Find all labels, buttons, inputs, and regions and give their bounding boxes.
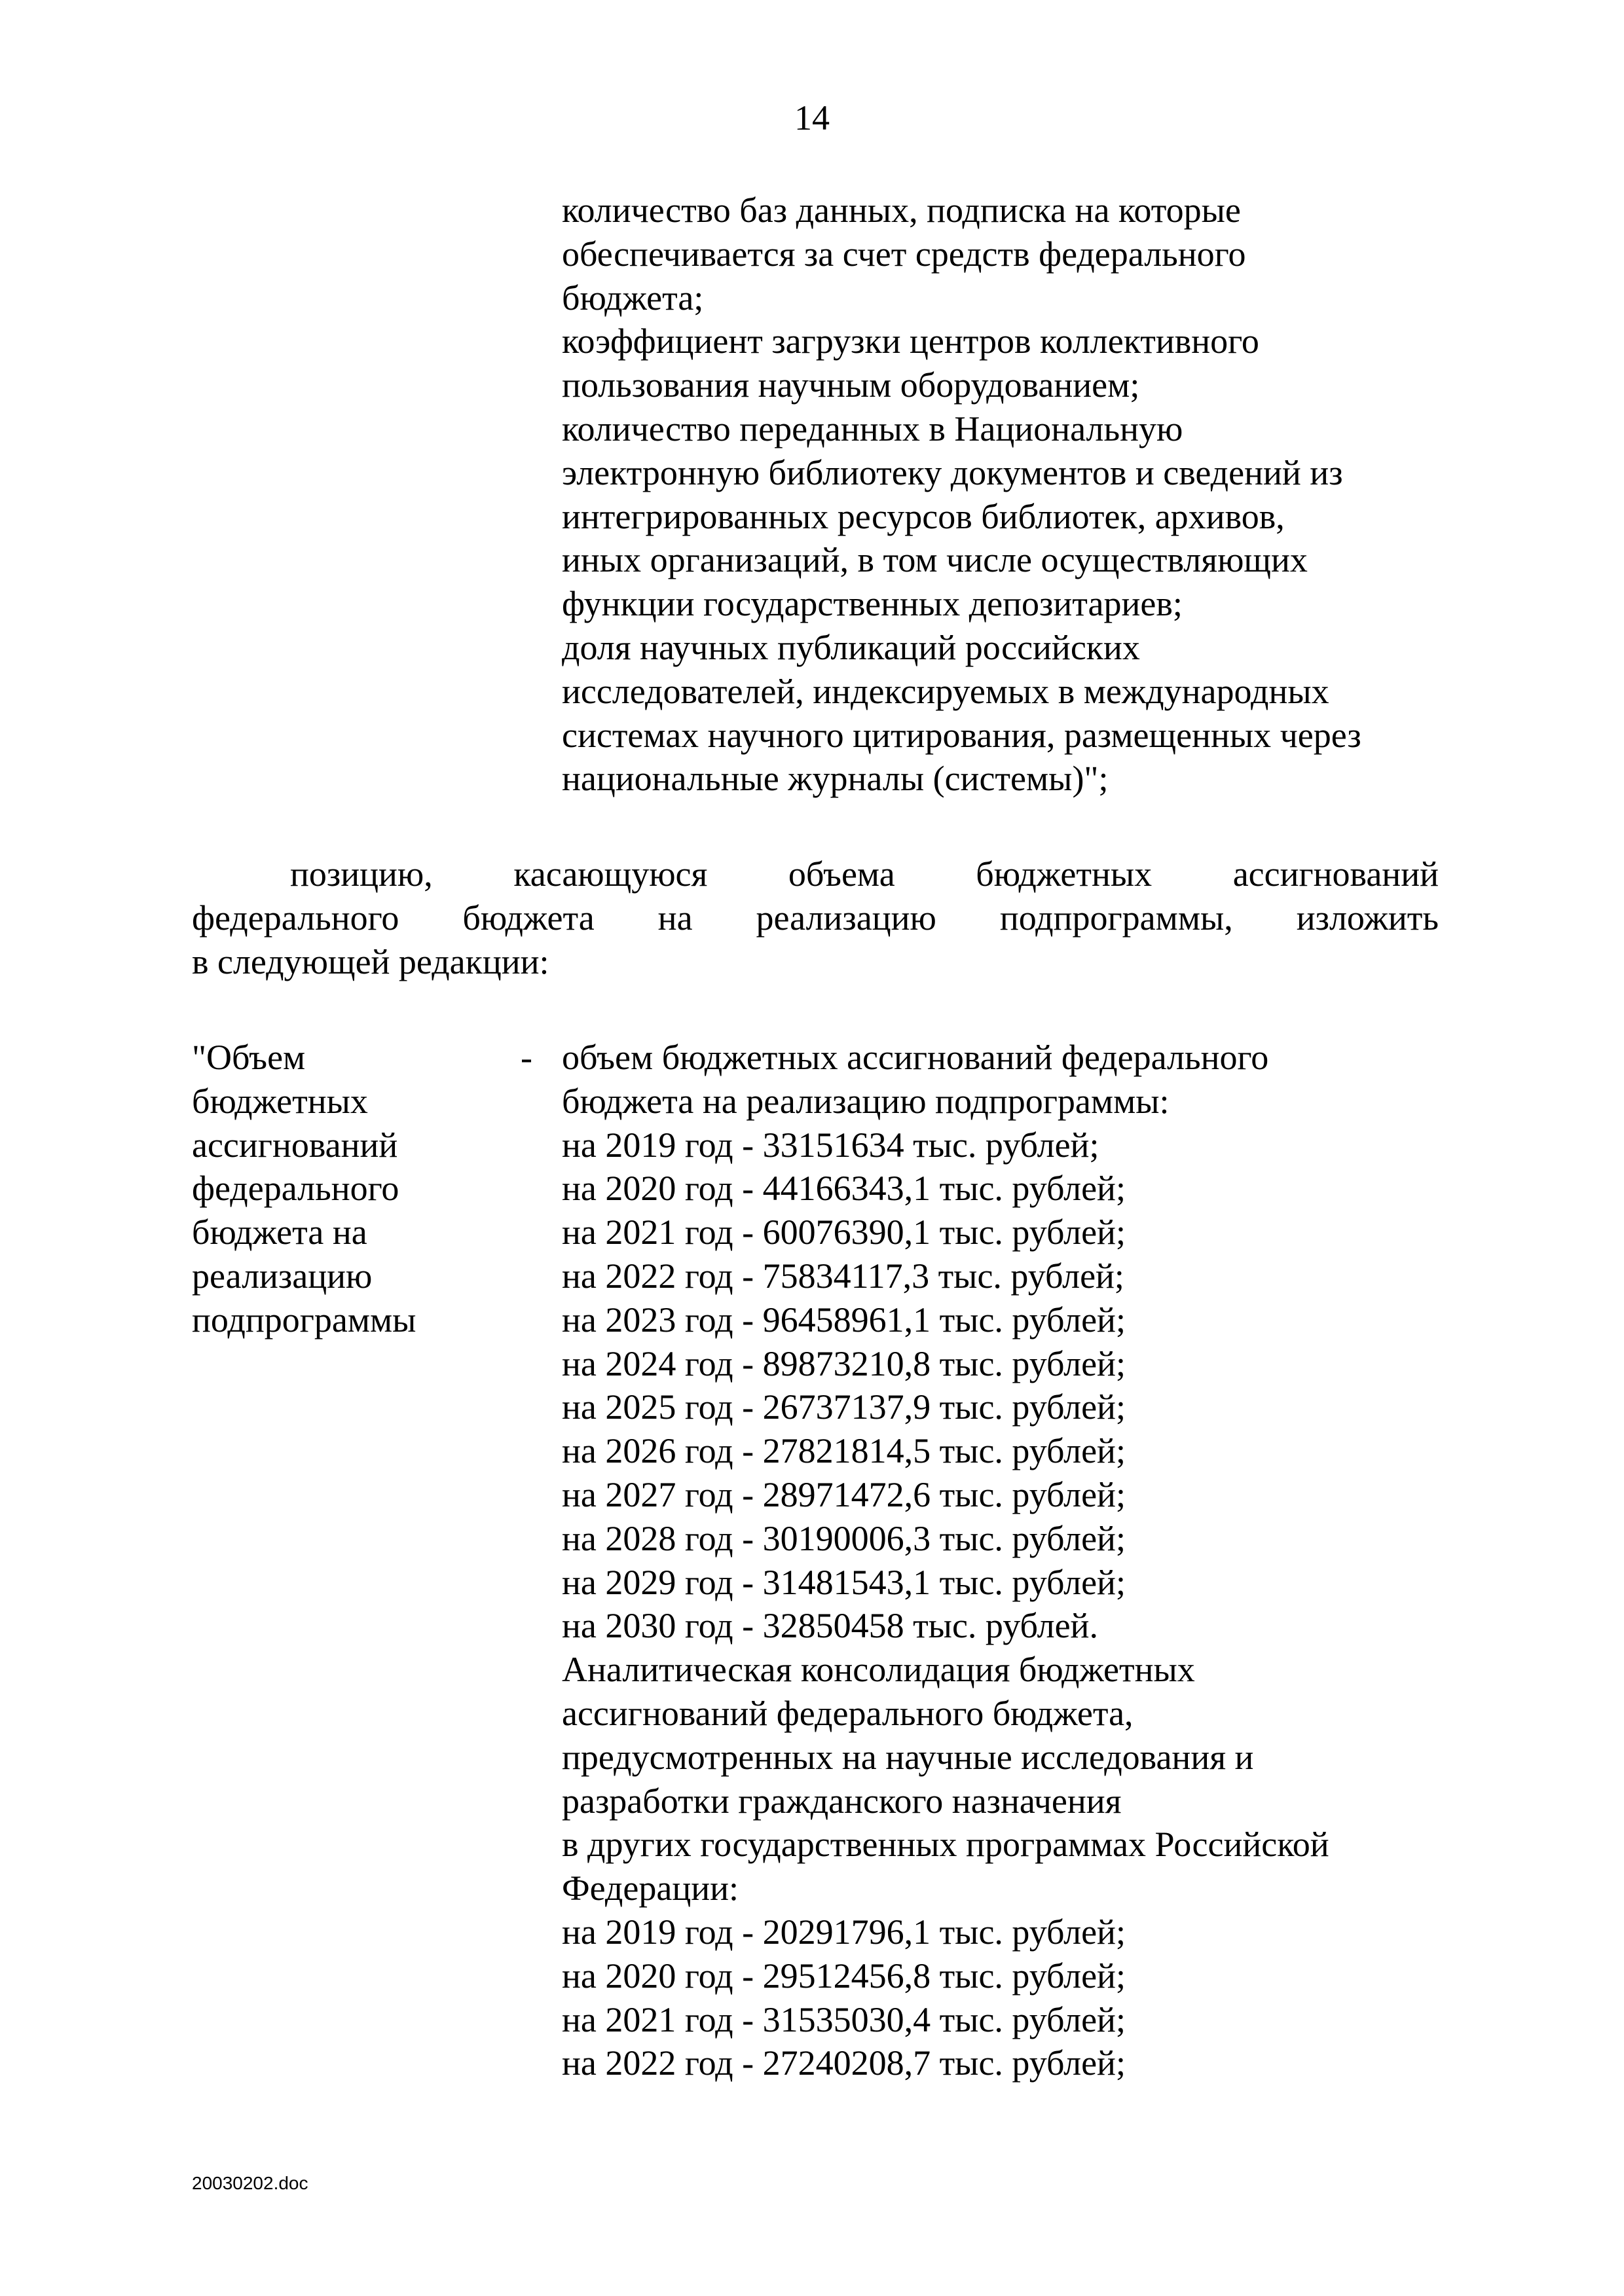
passport-label-line: бюджетных [192, 1081, 368, 1121]
consolidation-year-line: на 2021 год - 31535030,4 тыс. рублей; [562, 1999, 1126, 2039]
funding-year-line: на 2025 год - 26737137,9 тыс. рублей; [562, 1387, 1126, 1427]
funding-year-line: на 2030 год - 32850458 тыс. рублей. [562, 1606, 1098, 1646]
instruction-line: в следующей редакции: [192, 941, 549, 981]
funding-year-line: на 2029 год - 31481543,1 тыс. рублей; [562, 1562, 1126, 1602]
passport-label-line: бюджета на [192, 1212, 367, 1252]
indicator-line: системах научного цитирования, размещенных через [562, 715, 1361, 755]
indicator-line: бюджета; [562, 278, 704, 318]
funding-year-line: на 2020 год - 44166343,1 тыс. рублей; [562, 1169, 1126, 1209]
funding-year-line: на 2019 год - 33151634 тыс. рублей; [562, 1125, 1099, 1165]
passport-value-line: Аналитическая консолидация бюджетных [562, 1650, 1195, 1690]
instruction-line: позицию, касающуюся объема бюджетных ассигнований [290, 854, 1439, 894]
passport-value-line: объем бюджетных ассигнований федерального [562, 1038, 1269, 1077]
consolidation-year-line: на 2022 год - 27240208,7 тыс. рублей; [562, 2043, 1126, 2083]
indicator-list [562, 189, 1361, 801]
funding-year-line: на 2028 год - 30190006,3 тыс. рублей; [562, 1518, 1126, 1558]
funding-year-line: на 2022 год - 75834117,3 тыс. рублей; [562, 1256, 1124, 1296]
indicator-line: пользования научным оборудованием; [562, 365, 1140, 405]
passport-value-line: ассигнований федерального бюджета, [562, 1693, 1134, 1733]
passport-label-line: федерального [192, 1169, 399, 1209]
consolidation-year-line: на 2020 год - 29512456,8 тыс. рублей; [562, 1956, 1126, 1995]
passport-label-line: ассигнований [192, 1125, 398, 1165]
funding-year-line: на 2023 год - 96458961,1 тыс. рублей; [562, 1300, 1126, 1339]
passport-value-line: разработки гражданского назначения [562, 1781, 1122, 1821]
passport-label [192, 1036, 416, 1342]
passport-value-line: Федерации: [562, 1868, 739, 1908]
instruction-line: федерального бюджета на реализацию подпрограммы, изложить [192, 898, 1439, 938]
consolidation-year-line: на 2019 год - 20291796,1 тыс. рублей; [562, 1912, 1126, 1952]
indicator-line: функции государственных депозитариев; [562, 584, 1183, 624]
funding-year-line: на 2027 год - 28971472,6 тыс. рублей; [562, 1474, 1126, 1514]
passport-label-line: реализацию [192, 1256, 373, 1296]
indicator-line: электронную библиотеку документов и сведений из [562, 452, 1343, 492]
passport-value-line: в других государственных программах Российской [562, 1825, 1329, 1865]
passport-value-line: бюджета на реализацию подпрограммы: [562, 1081, 1170, 1121]
indicator-line: исследователей, индексируемых в международных [562, 671, 1329, 711]
footer-filename: 20030202.doc [192, 2173, 308, 2193]
funding-year-line: на 2026 год - 27821814,5 тыс. рублей; [562, 1431, 1126, 1471]
page-number: 14 [794, 98, 830, 137]
passport-value [562, 1036, 1329, 2085]
indicator-line: иных организаций, в том числе осуществляющих [562, 540, 1308, 580]
amendment-instruction [192, 852, 1439, 983]
indicator-line: количество баз данных, подписка на которые [562, 191, 1241, 230]
passport-label-line: "Объем [192, 1038, 306, 1077]
indicator-line: коэффициент загрузки центров коллективного [562, 321, 1259, 361]
indicator-line: доля научных публикаций российских [562, 627, 1140, 667]
indicator-line: обеспечивается за счет средств федерального [562, 234, 1246, 274]
indicator-line: количество переданных в Национальную [562, 409, 1183, 448]
funding-year-line: на 2024 год - 89873210,8 тыс. рублей; [562, 1343, 1126, 1383]
indicator-line: национальные журналы (системы)"; [562, 759, 1109, 799]
funding-year-line: на 2021 год - 60076390,1 тыс. рублей; [562, 1212, 1126, 1252]
indicator-line: интегрированных ресурсов библиотек, архивов, [562, 496, 1285, 536]
passport-value-line: предусмотренных на научные исследования и [562, 1737, 1254, 1777]
passport-label-line: подпрограммы [192, 1300, 416, 1339]
passport-separator-dash: - [521, 1038, 532, 1077]
